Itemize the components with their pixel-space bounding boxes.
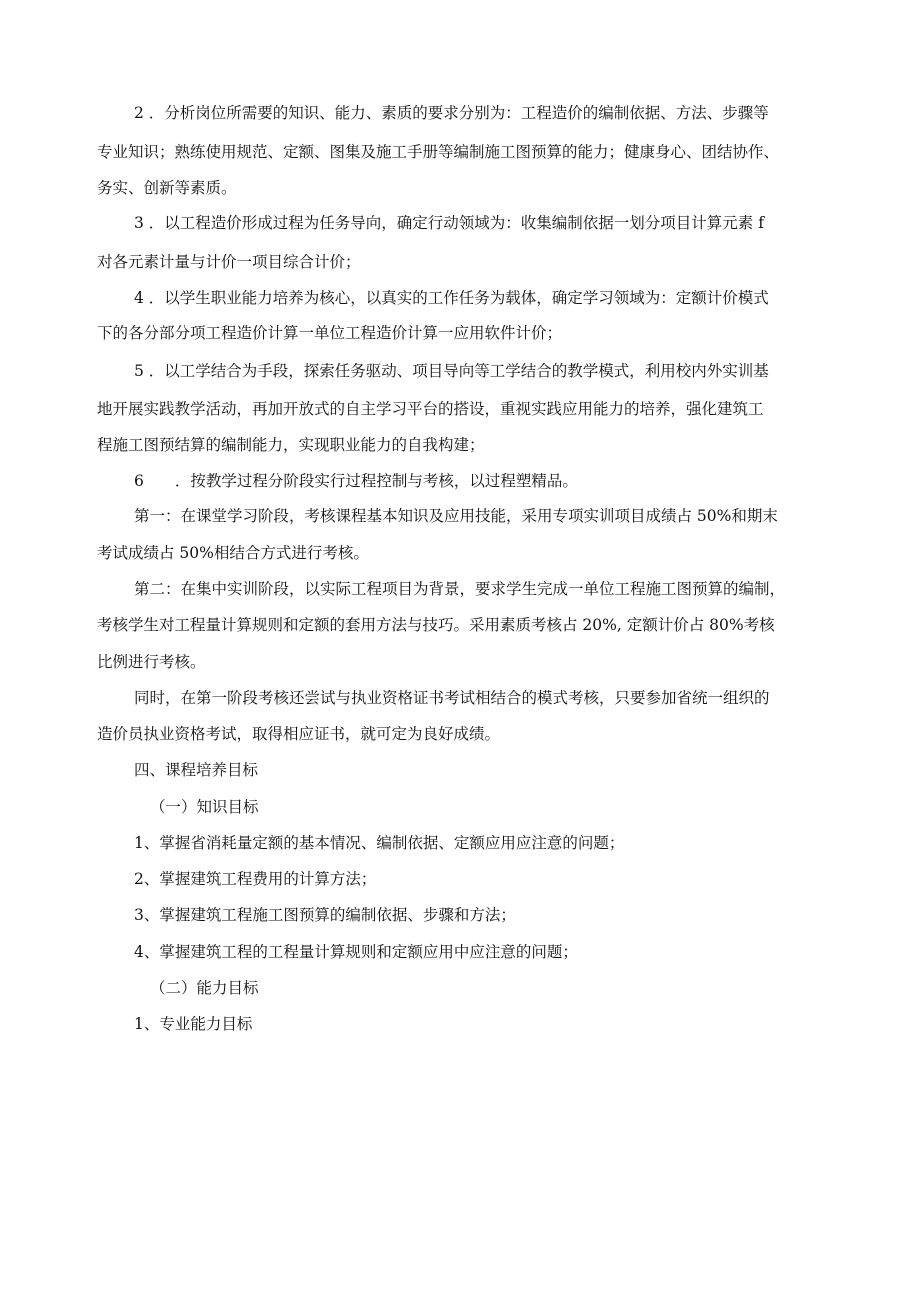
paragraph-5-line-2: 地开展实践教学活动，再加开放式的自主学习平台的搭设，重视实践应用能力的培养，强化建筑工 [97,400,764,418]
knowledge-item-1: 1、掌握省消耗量定额的基本情况、编制依据、定额应用应注意的问题； [134,834,625,852]
certificate-paragraph-line-1: 同时，在第一阶段考核还尝试与执业资格证书考试相结合的模式考核，只要参加省统一组织的 [134,689,770,707]
paragraph-2-line-1: 2 ．分析岗位所需要的知识、能力、素质的要求分别为：工程造价的编制依据、方法、步骤等 [134,104,769,122]
paragraph-5-line-3: 程施工图预结算的编制能力，实现职业能力的自我构建； [97,436,485,454]
assessment-second-line-3: 比例进行考核。 [97,653,206,671]
paragraph-3-line-1: 3 ．以工程造价形成过程为任务导向，确定行动领域为：收集编制依据一划分项目计算元素 f [134,214,764,232]
knowledge-item-3: 3、掌握建筑工程施工图预算的编制依据、步骤和方法； [134,906,516,924]
ability-item-1: 1、专业能力目标 [134,1015,253,1033]
knowledge-item-4: 4、掌握建筑工程的工程量计算规则和定额应用中应注意的问题； [134,943,578,961]
knowledge-item-2: 2、掌握建筑工程费用的计算方法； [134,870,377,888]
assessment-second-line-1: 第二：在集中实训阶段，以实际工程项目为背景，要求学生完成一单位工程施工图预算的编制， [134,580,786,598]
subsection-knowledge-heading: （一）知识目标 [150,798,259,816]
section-heading: 四、课程培养目标 [134,761,259,779]
assessment-first-line-2: 考试成绩占 50%相结合方式进行考核。 [97,544,369,562]
subsection-ability-heading: （二）能力目标 [150,979,259,997]
assessment-first-line-1: 第一：在课堂学习阶段，考核课程基本知识及应用技能，采用专项实训项目成绩占 50%和期末 [134,507,778,525]
paragraph-2-line-2: 专业知识；熟练使用规范、定额、图集及施工手册等编制施工图预算的能力；健康身心、团结协作、 [97,143,780,161]
paragraph-3-line-2: 对各元素计量与计价一项目综合计价； [97,253,361,271]
assessment-second-line-2: 考核学生对工程量计算规则和定额的套用方法与技巧。采用素质考核占 20%, 定额计价占 80%考核 [97,616,775,634]
paragraph-6-line-1: 6 ．按教学过程分阶段实行过程控制与考核，以过程塑精品。 [134,472,578,490]
paragraph-4-line-1: 4 ．以学生职业能力培养为核心，以真实的工作任务为载体，确定学习领域为：定额计价模式 [134,289,769,307]
paragraph-4-line-2: 下的各分部分项工程造价计算一单位工程造价计算一应用软件计价； [97,324,563,342]
certificate-paragraph-line-2: 造价员执业资格考试，取得相应证书，就可定为良好成绩。 [97,725,501,743]
paragraph-2-line-3: 务实、创新等素质。 [97,179,237,197]
paragraph-5-line-1: 5 ．以工学结合为手段，探索任务驱动、项目导向等工学结合的教学模式，利用校内外实训基 [134,362,769,380]
